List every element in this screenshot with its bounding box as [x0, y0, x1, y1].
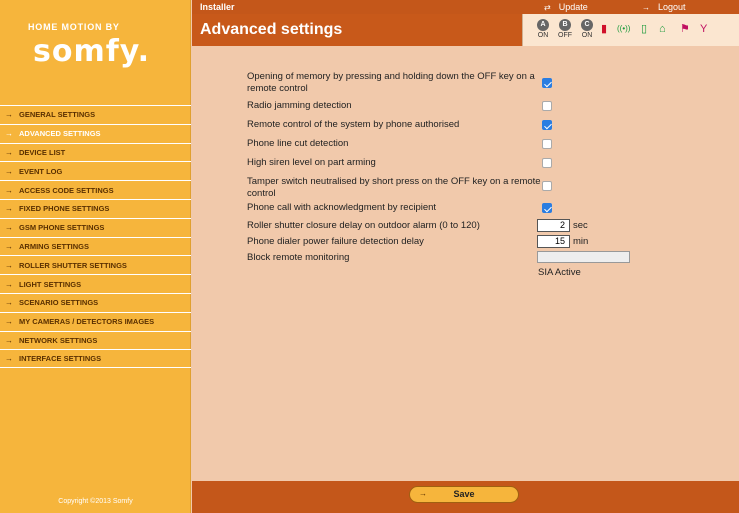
sidebar-item-label: LIGHT SETTINGS — [19, 279, 82, 289]
sidebar-item-label: SCENARIO SETTINGS — [19, 298, 99, 308]
sidebar-item-label: NETWORK SETTINGS — [19, 335, 98, 345]
setting-label: High siren level on part arming — [247, 157, 376, 168]
setting-checkbox[interactable] — [542, 120, 552, 130]
mode-a-indicator — [535, 19, 551, 39]
setting-checkbox[interactable] — [542, 158, 552, 168]
sidebar-item-gsm-phone-settings[interactable] — [0, 218, 191, 237]
sidebar-item-label: FIXED PHONE SETTINGS — [19, 204, 110, 214]
update-label: Update — [558, 2, 588, 12]
page-title: Advanced settings — [200, 21, 343, 38]
dialer-delay-input[interactable]: 15 — [537, 235, 570, 248]
arrow-right-icon: → — [5, 223, 13, 233]
arrow-right-icon: → — [419, 489, 427, 498]
sidebar-item-label: INTERFACE SETTINGS — [19, 354, 102, 364]
setting-label: Remote control of the system by phone authorised — [247, 119, 460, 130]
arrow-right-icon: → — [5, 110, 13, 120]
sidebar-item-label: ARMING SETTINGS — [19, 241, 90, 251]
arrow-right-icon: → — [5, 129, 13, 139]
sidebar-item-advanced-settings[interactable] — [0, 124, 191, 143]
copyright: Copyright ©2013 Somfy — [58, 498, 133, 505]
arrow-right-icon: → — [5, 204, 13, 214]
settings-panel — [192, 46, 739, 481]
block-remote-label: Block remote monitoring — [247, 252, 350, 263]
setting-label: Tamper switch neutralised by short press on the OFF key on a remote control — [247, 176, 541, 199]
update-link[interactable] — [544, 2, 588, 12]
arrow-right-icon: → — [5, 260, 13, 270]
sidebar-item-fixed-phone-settings[interactable] — [0, 199, 191, 218]
dialer-delay-unit: min — [573, 236, 589, 247]
system-status-bar — [522, 14, 739, 46]
logout-label: Logout — [658, 2, 686, 12]
arrow-right-icon: → — [5, 279, 13, 289]
save-label: Save — [453, 489, 475, 499]
setting-checkbox[interactable] — [542, 203, 552, 213]
sidebar-item-light-settings[interactable] — [0, 274, 191, 293]
mode-c-icon: C — [581, 19, 593, 31]
logo-tagline: HOME MOTION BY — [28, 22, 120, 32]
arrow-right-icon: → — [5, 335, 13, 345]
sidebar — [0, 0, 191, 513]
sidebar-item-arming-settings[interactable] — [0, 237, 191, 256]
sidebar-item-my-cameras-detectors-images[interactable] — [0, 312, 191, 331]
sidebar-item-label: ACCESS CODE SETTINGS — [19, 185, 114, 195]
antenna-icon: Y — [700, 23, 708, 35]
logout-link[interactable] — [642, 2, 686, 12]
radio-signal-icon: ((•)) — [617, 24, 631, 33]
sidebar-item-network-settings[interactable] — [0, 331, 191, 350]
mode-b-icon: B — [559, 19, 571, 31]
roller-delay-unit: sec — [573, 220, 588, 231]
mode-b-indicator — [557, 19, 573, 39]
roller-delay-input[interactable]: 2 — [537, 219, 570, 232]
sidebar-item-label: EVENT LOG — [19, 166, 63, 176]
mode-state-label: ON — [581, 32, 593, 39]
roller-delay-label: Roller shutter closure delay on outdoor alarm (0 to 120) — [247, 220, 480, 231]
sidebar-item-device-list[interactable] — [0, 143, 191, 162]
flag-icon: ⚑ — [680, 23, 690, 35]
somfy-logo — [0, 0, 191, 100]
sidebar-item-label: ADVANCED SETTINGS — [19, 129, 101, 139]
sidebar-item-access-code-settings[interactable] — [0, 180, 191, 199]
setting-checkbox[interactable] — [542, 101, 552, 111]
sidebar-item-event-log[interactable] — [0, 161, 191, 180]
battery-icon: ▮ — [601, 23, 608, 35]
phone-icon: ▯ — [641, 23, 648, 35]
sidebar-item-label: DEVICE LIST — [19, 147, 66, 157]
top-bar — [192, 0, 739, 14]
setting-checkbox[interactable] — [542, 181, 552, 191]
arrow-right-icon: → — [5, 166, 13, 176]
save-button[interactable] — [409, 486, 519, 503]
sidebar-item-interface-settings[interactable] — [0, 349, 191, 368]
setting-checkbox[interactable] — [542, 139, 552, 149]
sidebar-item-label: GSM PHONE SETTINGS — [19, 223, 105, 233]
sidebar-nav — [0, 105, 191, 368]
setting-label: Phone call with acknowledgment by recipient — [247, 202, 437, 213]
arrow-right-icon: → — [5, 317, 13, 327]
sidebar-item-general-settings[interactable] — [0, 105, 191, 124]
arrow-right-icon: → — [642, 3, 650, 12]
dialer-delay-label: Phone dialer power failure detection delay — [247, 236, 424, 247]
arrow-right-icon: → — [5, 147, 13, 157]
mode-a-icon: A — [537, 19, 549, 31]
footer-bar — [192, 481, 739, 513]
sidebar-item-label: ROLLER SHUTTER SETTINGS — [19, 260, 127, 270]
update-icon: ⇄ — [544, 3, 551, 12]
setting-label: Radio jamming detection — [247, 100, 352, 111]
arrow-right-icon: → — [5, 298, 13, 308]
sia-active-label: SIA Active — [538, 267, 581, 278]
setting-label: Phone line cut detection — [247, 138, 349, 149]
logo-brand: somfy. — [33, 34, 150, 69]
arrow-right-icon: → — [5, 354, 13, 364]
setting-checkbox[interactable] — [542, 78, 552, 88]
sidebar-item-label: MY CAMERAS / DETECTORS IMAGES — [19, 317, 155, 327]
setting-label: Opening of memory by pressing and holding down the OFF key on a remote control — [247, 71, 535, 94]
title-bar — [192, 14, 522, 46]
tamper-icon: ⌂ — [659, 23, 666, 35]
mode-state-label: OFF — [558, 32, 572, 39]
sidebar-item-scenario-settings[interactable] — [0, 293, 191, 312]
arrow-right-icon: → — [5, 185, 13, 195]
sidebar-item-roller-shutter-settings[interactable] — [0, 255, 191, 274]
sidebar-item-label: GENERAL SETTINGS — [19, 110, 96, 120]
block-remote-input[interactable] — [537, 251, 630, 263]
user-role-label: Installer — [200, 2, 235, 12]
arrow-right-icon: → — [5, 241, 13, 251]
mode-c-indicator — [579, 19, 595, 39]
mode-state-label: ON — [537, 32, 549, 39]
